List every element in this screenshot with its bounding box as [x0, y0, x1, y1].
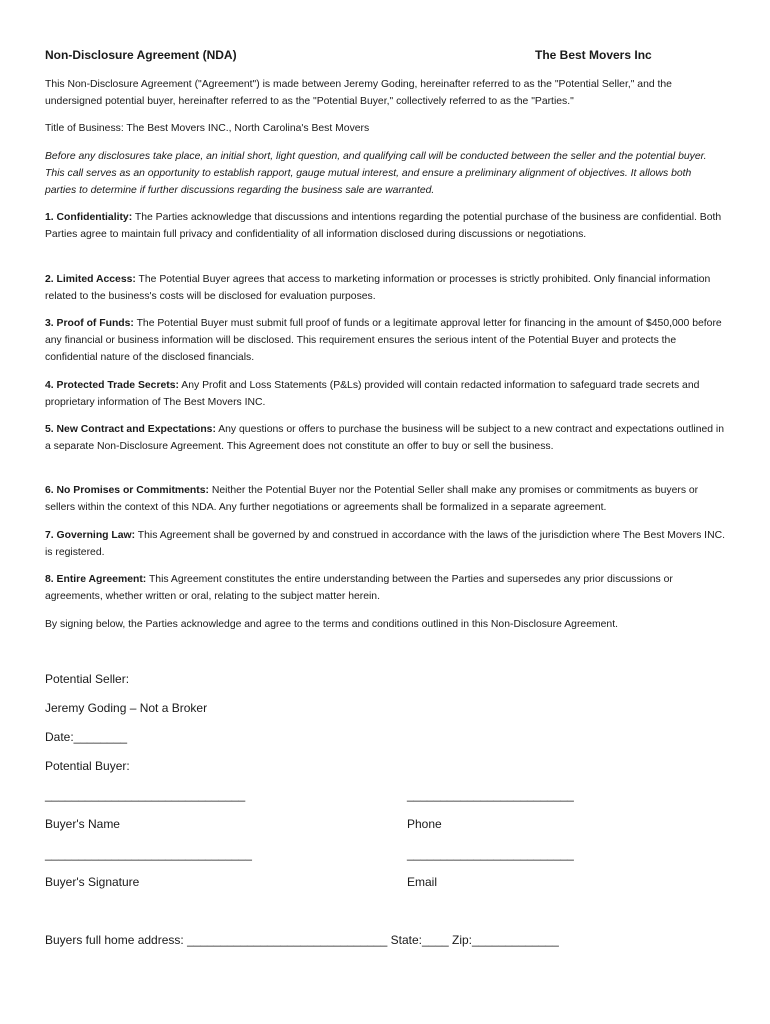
- clause-proof-of-funds: [45, 315, 725, 366]
- clause-text: This Agreement constitutes the entire understanding between the Parties and supersedes any prior discussions or agreements, whether written or oral, relating to the subject matter herein.: [45, 574, 673, 602]
- disclaimer-paragraph: Before any disclosures take place, an initial short, light question, and qualifying call will be conducted between the seller and the potential buyer. This call serves as an opportunity to establish rapport, gauge mutual interest, and ensure a preliminary alignment of objectives. It allows both parties to determine if further discussions regarding the business sale are warranted.: [45, 151, 707, 196]
- phone-label: Phone: [407, 817, 442, 831]
- clause-heading: 7. Governing Law:: [45, 530, 136, 541]
- closing-paragraph: By signing below, the Parties acknowledge and agree to the terms and conditions outlined in this Non-Disclosure Agreement.: [45, 619, 618, 630]
- clause-heading: 5. New Contract and Expectations:: [45, 424, 216, 435]
- buyer-signature-line: _______________________________: [45, 847, 252, 861]
- clause-heading: 1. Confidentiality:: [45, 212, 133, 223]
- clause-governing-law: [45, 527, 725, 561]
- buyer-signature-label: Buyer's Signature: [45, 875, 140, 889]
- intro-paragraph: This Non-Disclosure Agreement ("Agreement") is made between Jeremy Goding, hereinafter referred to as the "Potential Seller," and the undersigned potential buyer, hereinafter referred to as the "Potential Buyer," collectively referred to as the "Parties.": [45, 79, 672, 107]
- clause-entire-agreement: [45, 571, 725, 605]
- business-title: Title of Business: The Best Movers INC., North Carolina's Best Movers: [45, 123, 370, 134]
- clause-heading: 6. No Promises or Commitments:: [45, 485, 209, 496]
- clause-text: Any Profit and Loss Statements (P&Ls) provided will contain redacted information to safeguard trade secrets and proprietary information of The Best Movers INC.: [45, 380, 700, 408]
- buyer-label: Potential Buyer:: [45, 759, 130, 773]
- seller-label: Potential Seller:: [45, 672, 130, 686]
- clause-no-promises: [45, 482, 725, 516]
- phone-line: _________________________: [407, 788, 574, 802]
- clause-heading: 8. Entire Agreement:: [45, 574, 147, 585]
- clause-text: Neither the Potential Buyer nor the Potential Seller shall make any promises or commitments as buyers or sellers within the context of this NDA. Any further negotiations or agreements shall be formalized in a separate agreement.: [45, 485, 699, 513]
- document-title: Non-Disclosure Agreement (NDA): [45, 48, 237, 62]
- clause-text: The Potential Buyer must submit full proof of funds or a legitimate approval letter for financing in the amount of $450,000 before any financial or business information will be disclosed. This requirement ensures the serious intent of the Potential Buyer and protects the confidential nature of the disclosed financials.: [45, 318, 722, 363]
- buyer-name-label: Buyer's Name: [45, 817, 120, 831]
- clause-heading: 2. Limited Access:: [45, 274, 136, 285]
- clause-text: The Parties acknowledge that discussions and intentions regarding the potential purchase of the business are confidential. Both Parties agree to maintain full privacy and confidentiality of all information disclosed during discussions or negotiations.: [45, 212, 722, 240]
- email-label: Email: [407, 875, 438, 889]
- clause-new-contract: [45, 421, 725, 455]
- clause-heading: 4. Protected Trade Secrets:: [45, 380, 179, 391]
- home-address-line: Buyers full home address: ______________________________ State:____ Zip:_____________: [45, 933, 559, 947]
- clause-text: Any questions or offers to purchase the business will be subject to a new contract and expectations outlined in a separate Non-Disclosure Agreement. This Agreement does not constitute an offer to buy or sell the business.: [45, 424, 725, 452]
- clause-confidentiality: [45, 209, 725, 243]
- clause-text: This Agreement shall be governed by and construed in accordance with the laws of the jurisdiction where The Best Movers INC. is registered.: [45, 530, 725, 558]
- clause-limited-access: [45, 271, 725, 305]
- buyer-name-line: ______________________________: [45, 788, 246, 802]
- company-name: The Best Movers Inc: [535, 48, 652, 62]
- seller-name: Jeremy Goding – Not a Broker: [45, 701, 208, 715]
- clause-text: The Potential Buyer agrees that access to marketing information or processes is strictly prohibited. Only financial information related to the business's costs will be disclosed for evaluation purposes.: [45, 274, 711, 302]
- clause-trade-secrets: [45, 377, 725, 411]
- clause-heading: 3. Proof of Funds:: [45, 318, 134, 329]
- date-field: Date:________: [45, 730, 128, 744]
- email-line: _________________________: [407, 847, 574, 861]
